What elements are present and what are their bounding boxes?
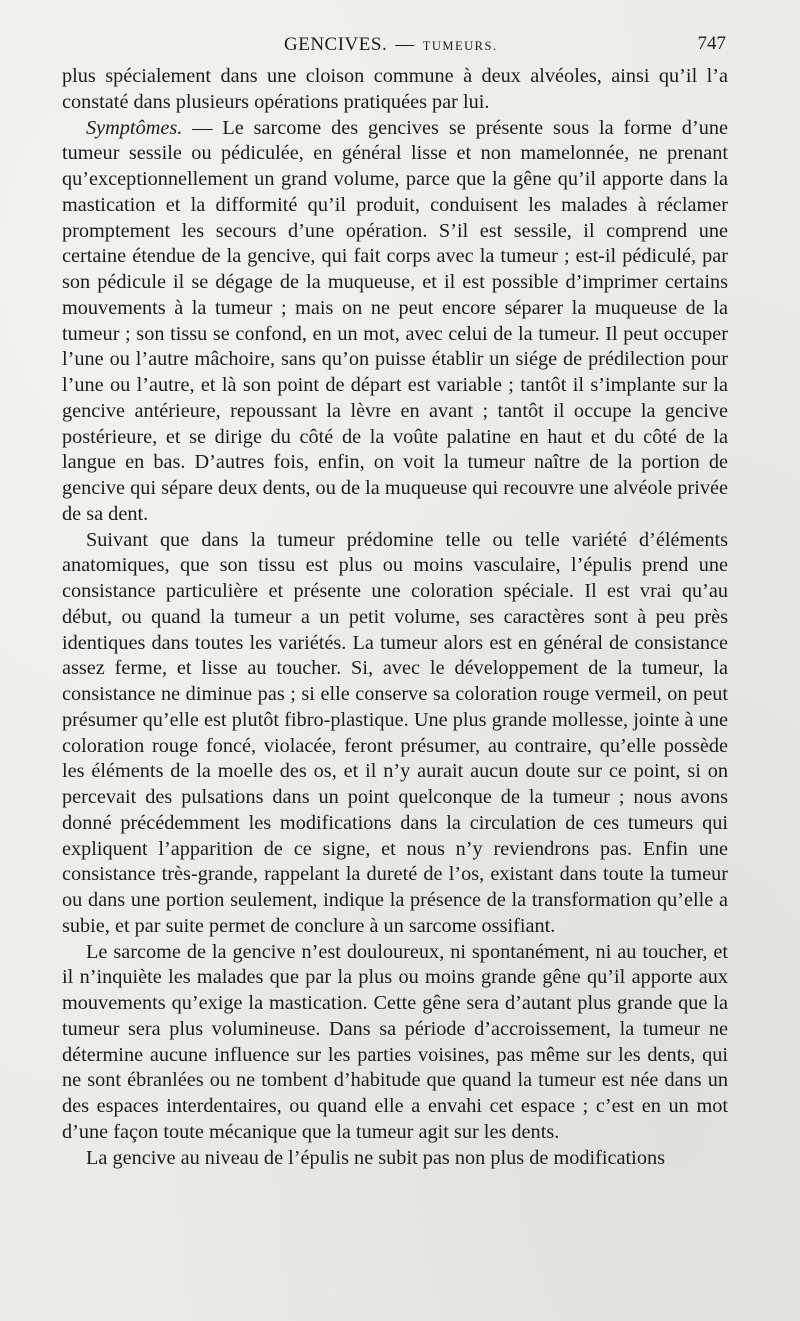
- page-number: 747: [697, 33, 726, 54]
- section-title: TUMEURS.: [422, 39, 498, 53]
- paragraph-text: plus spécialement dans une cloison commune à deux alvéoles, ainsi qu’il l’a constaté dans plusieurs opérations pratiquées par lui.: [62, 65, 728, 113]
- paragraph-continuation: [62, 64, 728, 116]
- paragraph-text: Le sarcome de la gencive n’est douloureux, ni spontanément, ni au toucher, et il n’inquiète les malades que par la plus ou moins grande gêne qu’il apporte aux mouvements qu’exige la mastication. Cette gêne sera d’autant plus grande que la tumeur sera plus volumineuse. Dans sa période d’accroissement, la tumeur ne détermine aucune influence sur les parties voisines, pas même sur les dents, qui ne sont ébranlées ou ne tombent d’habitude que quand la tumeur est née dans un des espaces interdentaires, ou quand elle a envahi cet espace ; c’est en un mot d’une façon toute mécanique que la tumeur agit sur les dents.: [62, 940, 728, 1143]
- paragraph-douleur: [62, 940, 728, 1146]
- title-separator: —: [395, 34, 415, 55]
- book-page: [62, 30, 728, 1171]
- running-head: [62, 30, 728, 64]
- paragraph-consistance: [62, 528, 728, 940]
- paragraph-text: La gencive au niveau de l’épulis ne subit pas non plus de modifications: [86, 1146, 665, 1169]
- running-head-title: [284, 34, 498, 56]
- paragraph-text: — Le sarcome des gencives se présente sous la forme d’une tumeur sessile ou pédiculée, en général lisse et non mamelonnée, ne prenant qu’exceptionnellement un grand volume, parce que la gêne qu’il apporte dans la mastication et la difformité qu’il produit, conduisent les malades à réclamer promptement les secours d’une opération. S’il est sessile, il comprend une certaine étendue de la gencive, qui fait corps avec la tumeur ; est-il pédiculé, par son pédicule il se dégage de la muqueuse, et il est possible d’imprimer certains mouvements à la tumeur ; mais on ne peut encore séparer la muqueuse de la tumeur ; son tissu se confond, en un mot, avec celui de la tumeur. Il peut occuper l’une ou l’autre mâchoire, sans qu’on puisse établir un siége de prédilection pour l’une ou l’autre, et là son point de départ est variable ; tantôt il s’implante sur la gencive antérieure, repoussant la lèvre en avant ; tantôt il occupe la gencive postérieure, et se dirige du côté de la voûte palatine en haut et du côté de la langue en bas. D’autres fois, enfin, on voit la tumeur naître de la portion de gencive qui sépare deux dents, ou de la muqueuse qui recouvre une alvéole privée de sa dent.: [62, 116, 728, 525]
- chapter-title: GENCIVES.: [284, 34, 388, 55]
- paragraph-gencive: [62, 1146, 728, 1172]
- paragraph-symptomes: [62, 116, 728, 528]
- paragraph-text: Suivant que dans la tumeur prédomine telle ou telle variété d’éléments anatomiques, que son tissu est plus ou moins vasculaire, l’épulis prend une consistance particulière et présente une coloration spéciale. Il est vrai qu’au début, ou quand la tumeur a un petit volume, ses caractères sont à peu près identiques dans toutes les variétés. La tumeur alors est en général de consistance assez ferme, et lisse au toucher. Si, avec le développement de la tumeur, la consistance ne diminue pas ; si elle conserve sa coloration rouge vermeil, on peut présumer qu’elle est plutôt fibro-plastique. Une plus grande mollesse, jointe à une coloration rouge foncé, violacée, feront présumer, au contraire, qu’elle possède les éléments de la moelle des os, et il n’y aurait aucun doute sur ce point, si on percevait des pulsations dans un point quelconque de la tumeur ; nous avons donné précédemment les modifications dans la circulation de ces tumeurs qui expliquent l’apparition de ce signe, et nous n’y reviendrons pas. Enfin une consistance très-grande, rappelant la dureté de l’os, existant dans toute la tumeur ou dans une portion seulement, indique la présence de la transformation qu’elle a subie, et par suite permet de conclure à un sarcome ossifiant.: [62, 528, 728, 937]
- section-lead-symptomes: Symptômes.: [86, 116, 183, 139]
- body-text: [62, 64, 728, 1171]
